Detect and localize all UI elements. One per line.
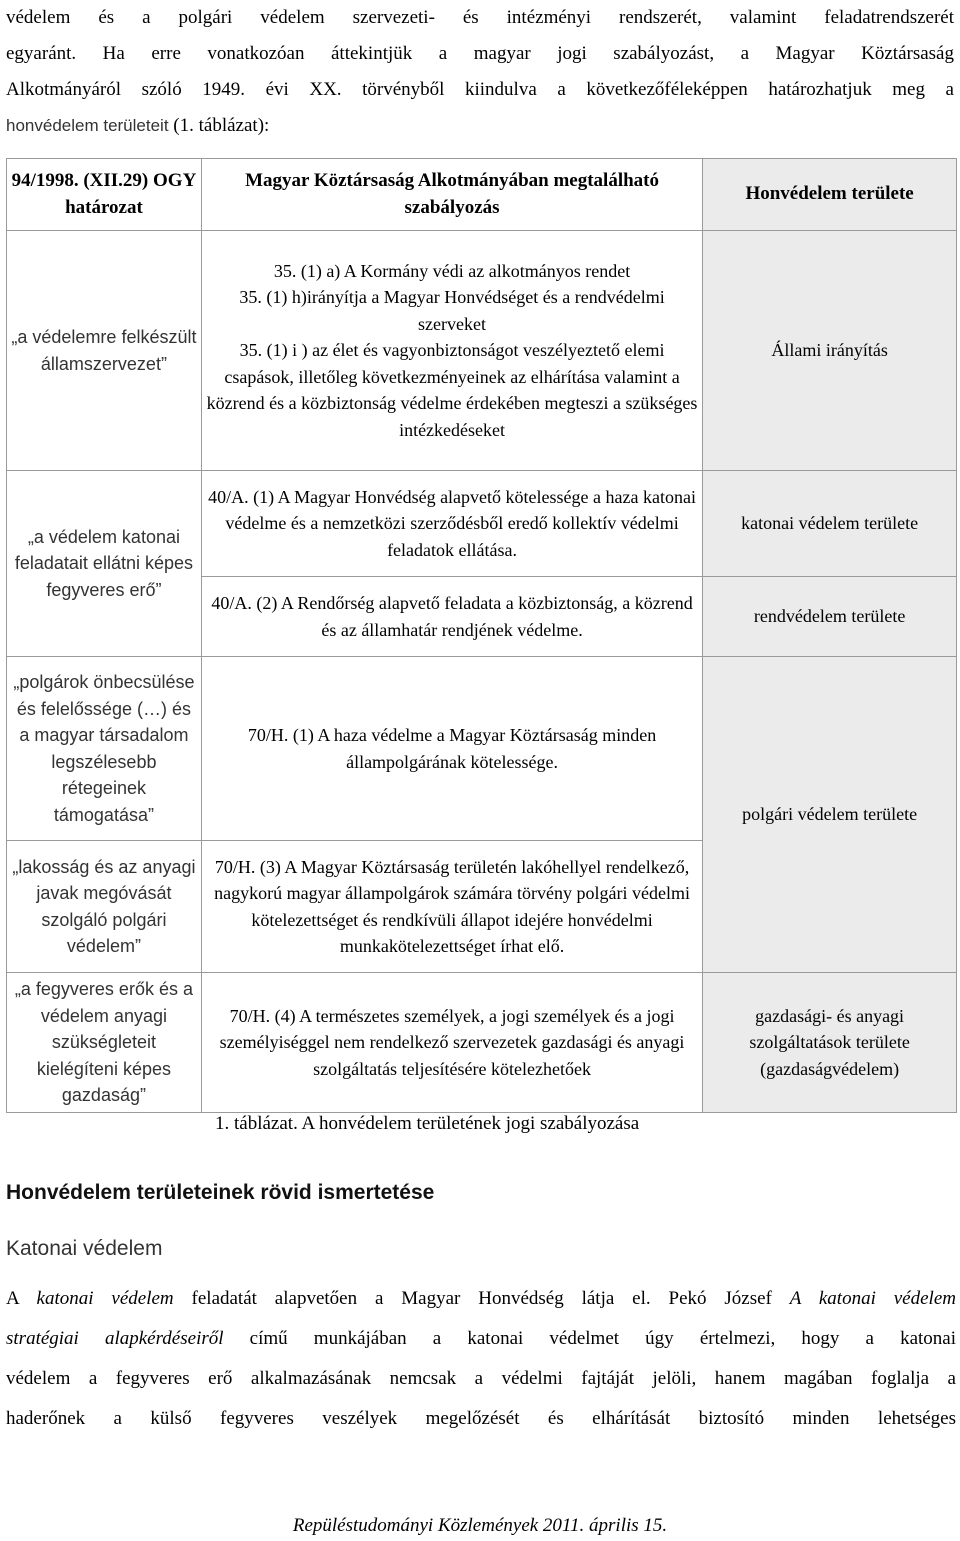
table-row xyxy=(7,231,957,471)
intro-line: Alkotmányáról szóló 1949. évi XX. törvényből kiindulva a következőféleképpen határozhatjuk meg a xyxy=(6,79,954,100)
header-defense-area: Honvédelem területe xyxy=(703,159,957,231)
cell-constitution-text: 70/H. (4) A természetes személyek, a jogi személyek és a jogi személyiséggel nem rendelkező szervezetek gazdasági és anyagi szolgáltatás teljesítésére kötelezhetőek xyxy=(201,973,702,1113)
intro-text: (1. táblázat): xyxy=(168,115,270,136)
legal-regulation-table xyxy=(6,158,957,1113)
header-ogy-resolution: 94/1998. (XII.29) OGY határozat xyxy=(7,159,202,231)
table-row xyxy=(7,471,957,577)
table-row xyxy=(7,973,957,1113)
cell-ogy-text: „a fegyveres erők és a védelem anyagi szükségleteit kielégíteni képes gazdaság” xyxy=(7,973,202,1113)
cell-defense-area: gazdasági- és anyagi szolgáltatások területe (gazdaságvédelem) xyxy=(703,973,957,1113)
cell-defense-area: rendvédelem területe xyxy=(703,577,957,657)
cell-constitution-text xyxy=(201,231,702,471)
body-text: A xyxy=(6,1288,37,1309)
paragraph-35-1a: 35. (1) a) A Kormány védi az alkotmányos rendet xyxy=(273,260,631,281)
cell-ogy-text: „a védelem katonai feladatait ellátni képes fegyveres erő” xyxy=(7,471,202,657)
body-text: feladatát alapvetően a Magyar Honvédség látja el. Pekó József xyxy=(173,1288,790,1309)
cell-ogy-text: „a védelemre felkészült államszervezet” xyxy=(7,231,202,471)
cell-constitution-text: 70/H. (1) A haza védelme a Magyar Köztársaság minden állampolgárának kötelessége. xyxy=(201,657,702,841)
body-line: védelem a fegyveres erő alkalmazásának nemcsak a védelmi fajtáját jelöli, hanem magában foglalja a xyxy=(6,1368,956,1389)
body-line xyxy=(6,1279,956,1319)
italic-title: stratégiai alapkérdéseiről xyxy=(6,1328,224,1349)
table-header-row xyxy=(7,159,957,231)
intro-line: védelem és a polgári védelem szervezeti- és intézményi rendszerét, valamint feladatrendszerét xyxy=(6,7,954,28)
paragraph-35-1h: 35. (1) h)irányítja a Magyar Honvédséget és a rendvédelmi szerveket xyxy=(239,287,665,334)
cell-constitution-text: 40/A. (2) A Rendőrség alapvető feladata a közbiztonság, a közrend és az államhatár rendjének védelme. xyxy=(201,577,702,657)
cell-ogy-text: „lakosság és az anyagi javak megóvását szolgáló polgári védelem” xyxy=(7,841,202,973)
cell-defense-area: Állami irányítás xyxy=(703,231,957,471)
intro-paragraph xyxy=(6,0,954,144)
cell-constitution-text: 70/H. (3) A Magyar Köztársaság területén lakóhellyel rendelkező, nagykorú magyar állampolgárok számára törvény polgári védelmi kötelezettséget és rendkívüli állapot idejére honvédelmi munkakötelezettséget írhat elő. xyxy=(201,841,702,973)
body-line: haderőnek a külső fegyveres veszélyek megelőzését és elhárítását biztosító minden lehetséges xyxy=(6,1408,956,1429)
body-line xyxy=(6,1319,956,1359)
header-constitution: Magyar Köztársaság Alkotmányában megtalálható szabályozás xyxy=(201,159,702,231)
italic-term: honvédelem területeit xyxy=(6,116,169,135)
subsection-heading: Katonai védelem xyxy=(6,1237,163,1260)
italic-title: A katonai védelem xyxy=(789,1288,956,1309)
section-heading: Honvédelem területeinek rövid ismertetése xyxy=(6,1181,435,1204)
paragraph-35-1i: 35. (1) i ) az élet és vagyonbiztonságot veszélyeztető elemi csapások, illetőleg következményeinek az elhárítása valamint a közrend és a közbiztonság védelme érdekében megteszi a szükséges intézkedéseket xyxy=(206,340,698,440)
body-text: című munkájában a katonai védelmet úgy értelmezi, hogy a katonai xyxy=(223,1328,957,1349)
cell-defense-area: katonai védelem területe xyxy=(703,471,957,577)
table-caption: 1. táblázat. A honvédelem területének jogi szabályozása xyxy=(215,1113,640,1134)
intro-line xyxy=(6,108,954,144)
page-footer: Repüléstudományi Közlemények 2011. április 15. xyxy=(292,1515,668,1536)
table-row xyxy=(7,657,957,841)
intro-line: egyaránt. Ha erre vonatkozóan áttekintjük a magyar jogi szabályozást, a Magyar Köztársaság xyxy=(6,43,954,64)
cell-defense-area: polgári védelem területe xyxy=(703,657,957,973)
cell-ogy-text: „polgárok önbecsülése és felelőssége (…) és a magyar társadalom legszélesebb rétegeinek támogatása” xyxy=(7,657,202,841)
body-paragraph xyxy=(6,1279,956,1439)
cell-constitution-text: 40/A. (1) A Magyar Honvédség alapvető kötelessége a haza katonai védelme és a nemzetközi szerződésből eredő kollektív védelmi feladatok ellátása. xyxy=(201,471,702,577)
italic-term: katonai védelem xyxy=(36,1288,174,1309)
